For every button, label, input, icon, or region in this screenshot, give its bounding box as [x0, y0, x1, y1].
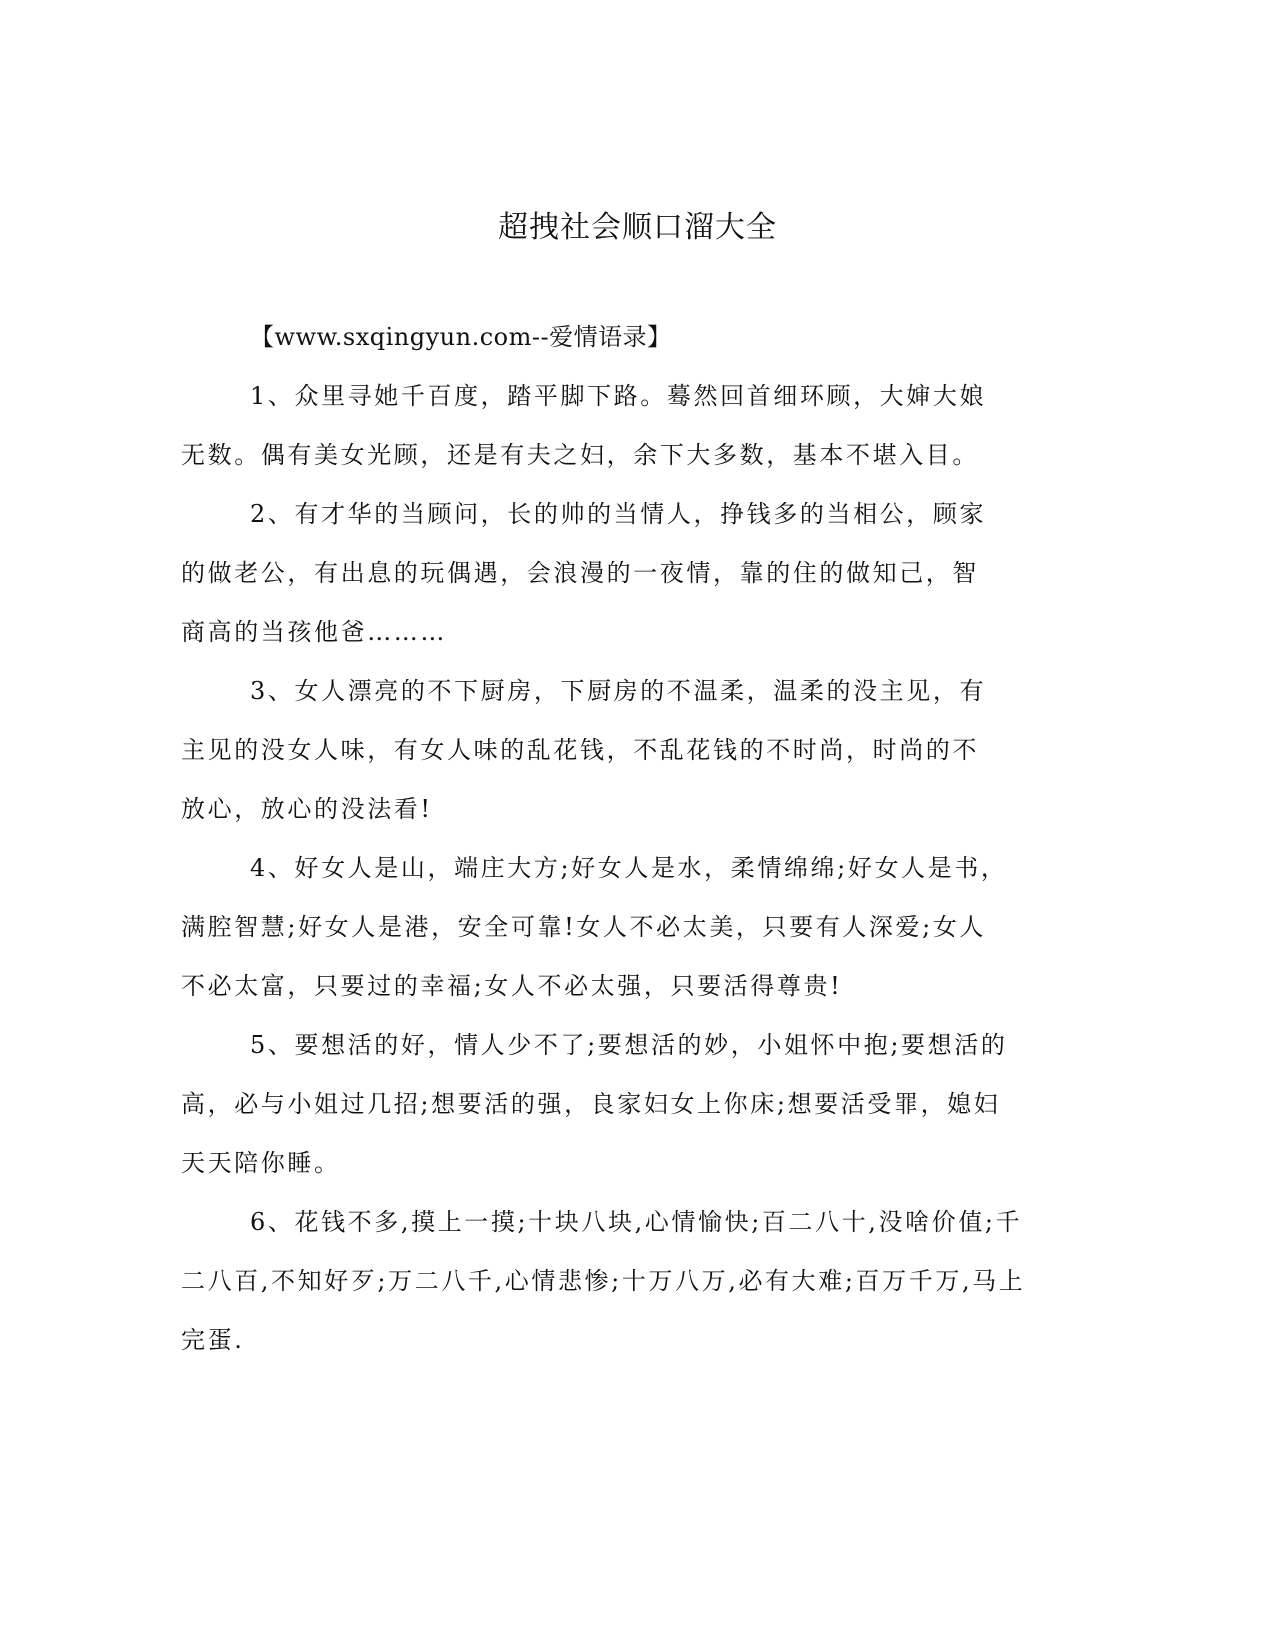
paragraph-line: 商高的当孩他爸……… — [181, 618, 447, 646]
paragraph — [181, 1016, 1061, 1193]
paragraph — [181, 662, 1061, 839]
paragraph-line: 无数。偶有美女光顾，还是有夫之妇，余下大多数，基本不堪入目。 — [181, 441, 979, 469]
paragraph-line: 5、要想活的好，情人少不了;要想活的妙，小姐怀中抱;要想活的 — [250, 1031, 1008, 1059]
paragraph-line: 不必太富，只要过的幸福;女人不必太强，只要活得尊贵! — [181, 972, 843, 1000]
source-line: 【www.sxqingyun.com--爱情语录】 — [250, 323, 672, 351]
paragraph-line: 4、好女人是山，端庄大方;好女人是水，柔情绵绵;好女人是书， — [250, 854, 1008, 882]
paragraph-line: 天天陪你睡。 — [181, 1149, 341, 1177]
paragraph-line: 1、众里寻她千百度，踏平脚下路。蓦然回首细环顾，大婶大娘 — [250, 382, 987, 410]
paragraph-line: 满腔智慧;好女人是港，安全可靠!女人不必太美，只要有人深爱;女人 — [181, 913, 987, 941]
paragraph — [181, 839, 1061, 1016]
paragraph-line: 6、花钱不多,摸上一摸;十块八块,心情愉快;百二八十,没啥价值;千 — [250, 1208, 1023, 1236]
document-title: 超拽社会顺口溜大全 — [498, 210, 777, 245]
paragraph-line: 完蛋. — [181, 1326, 245, 1354]
paragraph-line: 3、女人漂亮的不下厨房，下厨房的不温柔，温柔的没主见，有 — [250, 677, 987, 705]
paragraph-line: 主见的没女人味，有女人味的乱花钱，不乱花钱的不时尚，时尚的不 — [181, 736, 979, 764]
paragraph — [181, 367, 1061, 485]
paragraph-line: 的做老公，有出息的玩偶遇，会浪漫的一夜情，靠的住的做知己，智 — [181, 559, 979, 587]
paragraph-line: 高，必与小姐过几招;想要活的强，良家妇女上你床;想要活受罪，媳妇 — [181, 1090, 1001, 1118]
paragraph — [181, 1193, 1061, 1370]
paragraph-line: 放心，放心的没法看! — [181, 795, 433, 823]
paragraph — [181, 485, 1061, 662]
paragraph-line: 二八百,不知好歹;万二八千,心情悲惨;十万八万,必有大难;百万千万,马上 — [181, 1267, 1026, 1295]
document-body — [181, 308, 1061, 1370]
paragraph-line: 2、有才华的当顾问，长的帅的当情人，挣钱多的当相公，顾家 — [250, 500, 987, 528]
